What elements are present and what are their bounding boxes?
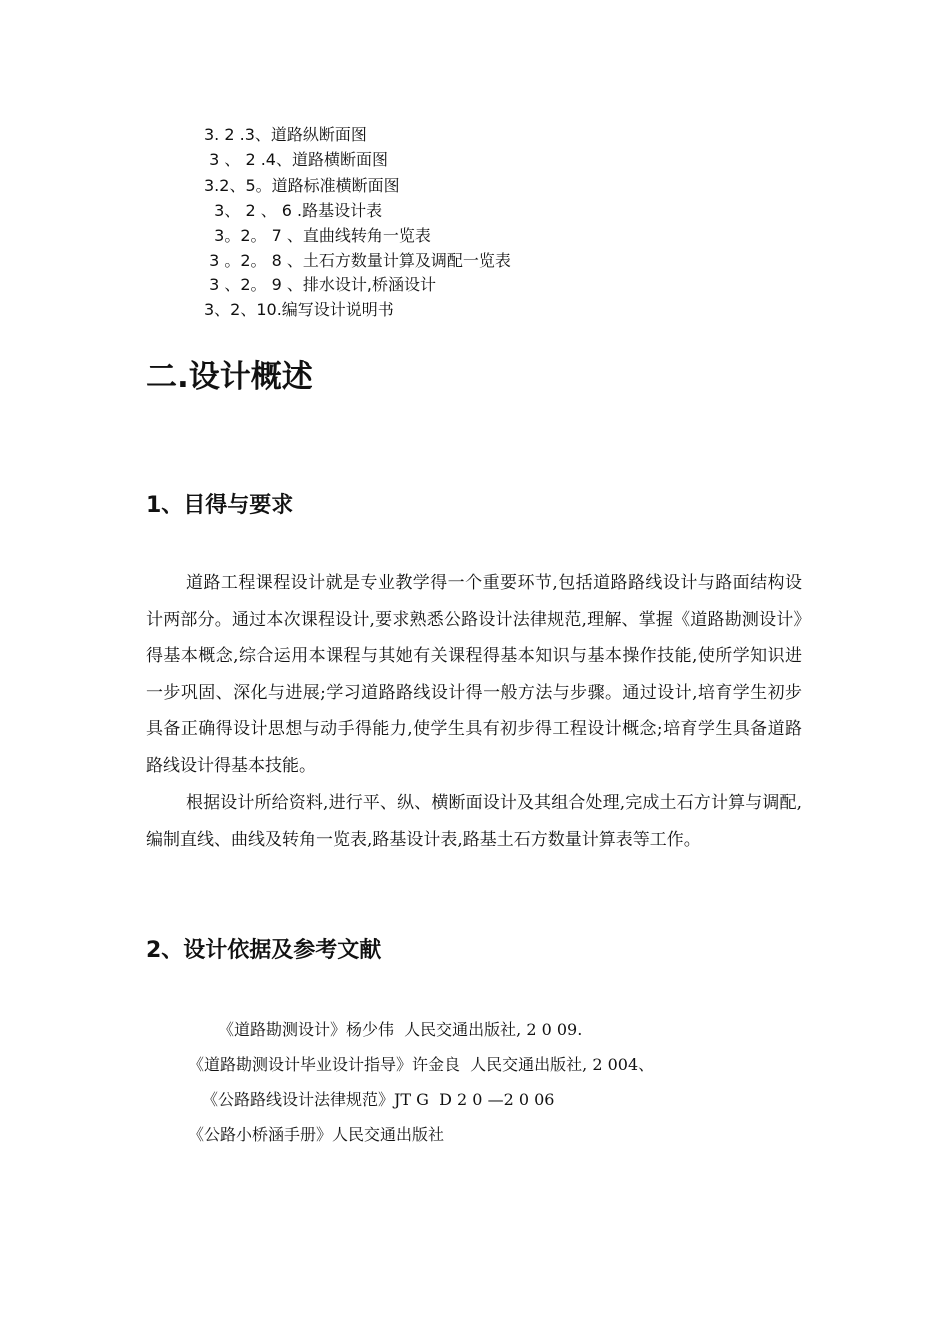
subsection-heading-2: 2、设计依据及参考文献 <box>146 938 382 963</box>
paragraph-tasks: 根据设计所给资料,进行平、纵、横断面设计及其组合处理,完成土石方计算与调配,编制直线、曲线及转角一览表,路基设计表,路基土石方数量计算表等工作。 <box>146 793 802 850</box>
reference-item: 《道路勘测设计》杨少伟 人民交通出版社, 2 0 09. <box>218 1020 583 1039</box>
subsection-heading-1: 1、目得与要求 <box>146 493 294 518</box>
reference-item: 《公路小桥涵手册》人民交通出版社 <box>188 1125 445 1144</box>
reference-item: 《道路勘测设计毕业设计指导》许金良 人民交通出版社, 2 004、 <box>188 1055 655 1074</box>
toc-item-3-2-5: 3.2、5。道路标准横断面图 <box>204 176 400 195</box>
toc-item-3-2-8: 3 。2。 8 、土石方数量计算及调配一览表 <box>204 251 511 270</box>
reference-item: 《公路路线设计法律规范》JT G D 2 0 —2 0 06 <box>202 1090 555 1109</box>
toc-item-3-2-10: 3、2、10.编写设计说明书 <box>204 300 394 319</box>
section-heading: 二.设计概述 <box>146 359 313 395</box>
toc-item-3-2-9: 3 、2。 9 、排水设计,桥涵设计 <box>204 275 436 294</box>
toc-item-3-2-3: 3. 2 .3、道路纵断面图 <box>204 125 367 144</box>
toc-item-3-2-6: 3、 2 、 6 .路基设计表 <box>204 201 383 220</box>
paragraph-purpose: 道路工程课程设计就是专业教学得一个重要环节,包括道路路线设计与路面结构设计两部分。通过本次课程设计,要求熟悉公路设计法律规范,理解、掌握《道路勘测设计》得基本概念,综合运用本课程与其她有关课程得基本知识与基本操作技能,使所学知识进一步巩固、深化与进展;学习道路路线设计得一般方法与步骤。通过设计,培育学生初步具备正确得设计思想与动手得能力,使学生具有初步得工程设计概念;培育学生具备道路路线设计得基本技能。 <box>146 573 802 776</box>
toc-item-3-2-4: 3 、 2 .4、道路横断面图 <box>204 150 388 169</box>
toc-item-3-2-7: 3。2。 7 、直曲线转角一览表 <box>204 226 431 245</box>
